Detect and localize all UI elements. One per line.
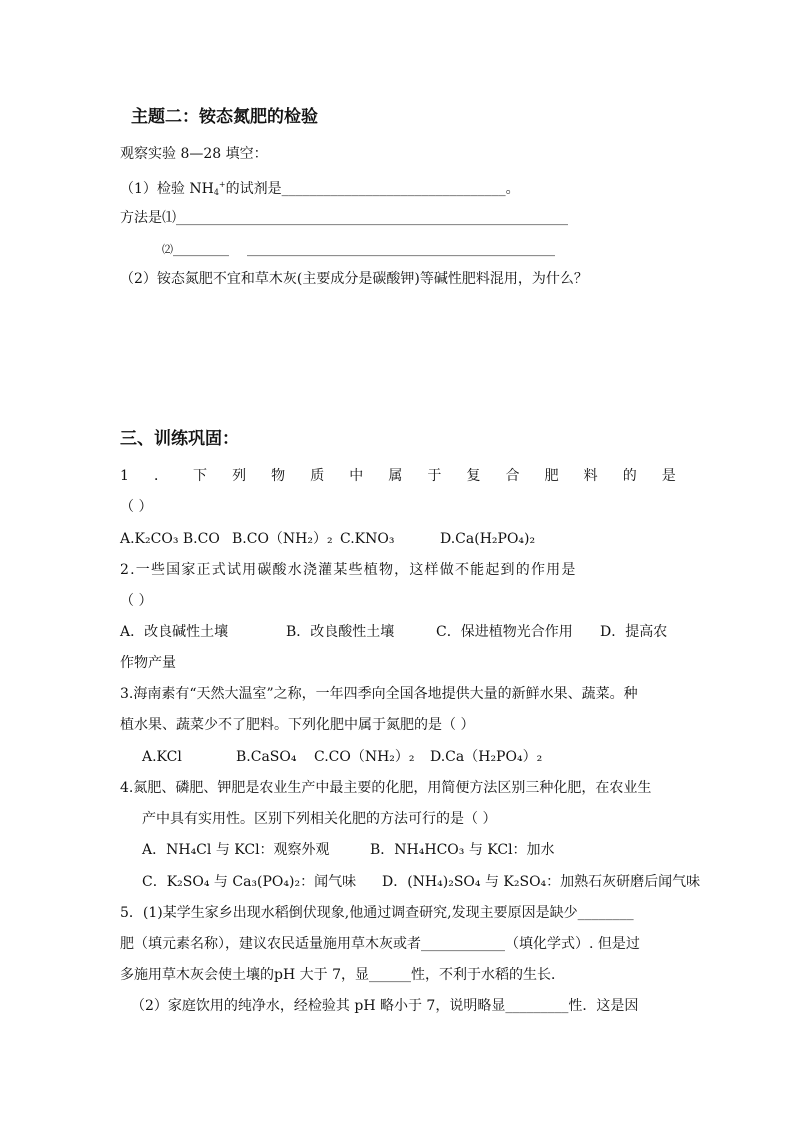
q1-option-c[interactable]: C.KNO₃ [340, 531, 395, 547]
q1-char: 的 [622, 468, 637, 484]
topic2-heading: 主题二：铵态氮肥的检验 [131, 107, 318, 127]
section3-heading: 三、训练巩固： [120, 429, 239, 449]
s3-q4-line1: 4.氮肥、磷肥、钾肥是农业生产中最主要的化肥，用简便方法区别三种化肥，在农业生 [120, 780, 652, 796]
q3-option-d[interactable]: D.Ca（H₂PO₄）₂ [430, 749, 543, 765]
s3-q1-options [120, 530, 535, 548]
q1-char: 于 [427, 468, 442, 484]
q4-option-a[interactable]: A．NH₄Cl 与 KCl：观察外观 [142, 842, 330, 858]
q1-char: 属 [388, 468, 403, 484]
q2-option-d[interactable]: D．提高农 [600, 624, 668, 640]
q1-char: 下 [193, 468, 208, 484]
s3-q1-line [120, 467, 676, 485]
q2-option-a[interactable]: A．改良碱性土壤 [120, 624, 229, 640]
q1-option-d[interactable]: D.Ca(H₂PO₄)₂ [440, 531, 536, 547]
method2-label: ⑵ [162, 243, 173, 256]
topic2-q1 [120, 176, 520, 202]
q1-blank[interactable]: ________________________________ [281, 181, 506, 197]
q1-char: 中 [349, 468, 364, 484]
q1-char: 列 [232, 468, 247, 484]
q1-char: 复 [466, 468, 481, 484]
q1-char: 质 [310, 468, 325, 484]
q3-option-a[interactable]: A.KCl [142, 749, 182, 765]
q1-char: 肥 [544, 468, 559, 484]
q1-char: 是 [661, 468, 676, 484]
topic2-method1 [120, 209, 568, 227]
topic2-q2: （2）铵态氮肥不宜和草木灰(主要成分是碳酸钾)等碱性肥料混用，为什么？ [120, 271, 588, 287]
s3-q5-line3: 多施用草木灰会使土壤的pH 大于 7，显______性，不利于水稻的生长． [120, 967, 565, 983]
s3-q3-line1: 3.海南素有“天然大温室”之称，一年四季向全国各地提供大量的新鲜水果、蔬菜。种 [120, 686, 638, 702]
s3-q4-options-cd [142, 873, 700, 891]
q1-option-b[interactable]: B.CO（NH₂）₂ [232, 531, 333, 547]
q4-option-c[interactable]: C．K₂SO₄ 与 Ca₃(PO₄)₂：闻气味 [142, 874, 357, 890]
s3-q1-paren[interactable]: （ ） [120, 499, 153, 515]
topic2-method2 [162, 240, 555, 259]
q1-superscript: + [218, 180, 226, 189]
q3-option-b[interactable]: B.CaSO₄ [236, 749, 297, 765]
s3-q5-line2: 肥（填元素名称），建议农民适量施用草木灰或者____________（填化学式）. 但是过 [120, 936, 640, 952]
s3-q3-line2: 植水果、蔬菜少不了肥料。下列化肥中属于氮肥的是（ ） [120, 717, 475, 733]
method2-blank-a[interactable]: ________ [173, 241, 229, 257]
s3-q2-paren[interactable]: （ ） [120, 593, 153, 609]
q1-char: 物 [271, 468, 286, 484]
q1-char: ． [153, 468, 168, 484]
method-blank-1[interactable]: ________________________________________________________ [176, 210, 568, 226]
q4-option-d[interactable]: D．(NH₄)₂SO₄ 与 K₂SO₄：加熟石灰研磨后闻气味 [382, 874, 701, 890]
q1-end: 。 [505, 181, 520, 197]
q1-char: 料 [583, 468, 598, 484]
method2-blank-b[interactable]: ____________________________________________ [247, 241, 555, 257]
s3-q2-cont: 作物产量 [120, 655, 176, 671]
s3-q2-line1: 2.一些国家正式试用碳酸水浇灌某些植物，这样做不能起到的作用是 [120, 562, 577, 578]
s3-q5-line1: 5．(1)某学生家乡出现水稻倒伏现象,他通过调查研究,发现主要原因是缺少________ [120, 905, 634, 921]
s3-q3-options [142, 748, 542, 766]
q4-option-b[interactable]: B．NH₄HCO₃ 与 KCl：加水 [370, 842, 555, 858]
s3-q4-line2: 产中具有实用性。区别下列相关化肥的方法可行的是（ ） [142, 811, 497, 827]
q2-option-c[interactable]: C．保进植物光合作用 [436, 624, 573, 640]
q1-option-a[interactable]: A.K₂CO₃ B.CO [120, 531, 220, 547]
q3-option-c[interactable]: C.CO（NH₂）₂ [314, 749, 415, 765]
q1-subscript: 4 [213, 188, 219, 197]
method-label: 方法是⑴ [120, 210, 176, 226]
s3-q4-options-ab [142, 841, 555, 859]
s3-q5-line4: （2）家庭饮用的纯净水，经检验其 pH 略小于 7，说明略显_________性．这是因 [131, 998, 639, 1014]
q1-char: 1 [120, 468, 129, 484]
s3-q2-options [120, 623, 667, 641]
topic2-intro: 观察实验 8—28 填空： [120, 146, 268, 162]
q2-option-b[interactable]: B．改良酸性土壤 [286, 624, 395, 640]
q1-prefix: （1）检验 NH [120, 181, 214, 197]
q1-suffix: 的试剂是 [225, 181, 282, 197]
q1-char: 合 [505, 468, 520, 484]
